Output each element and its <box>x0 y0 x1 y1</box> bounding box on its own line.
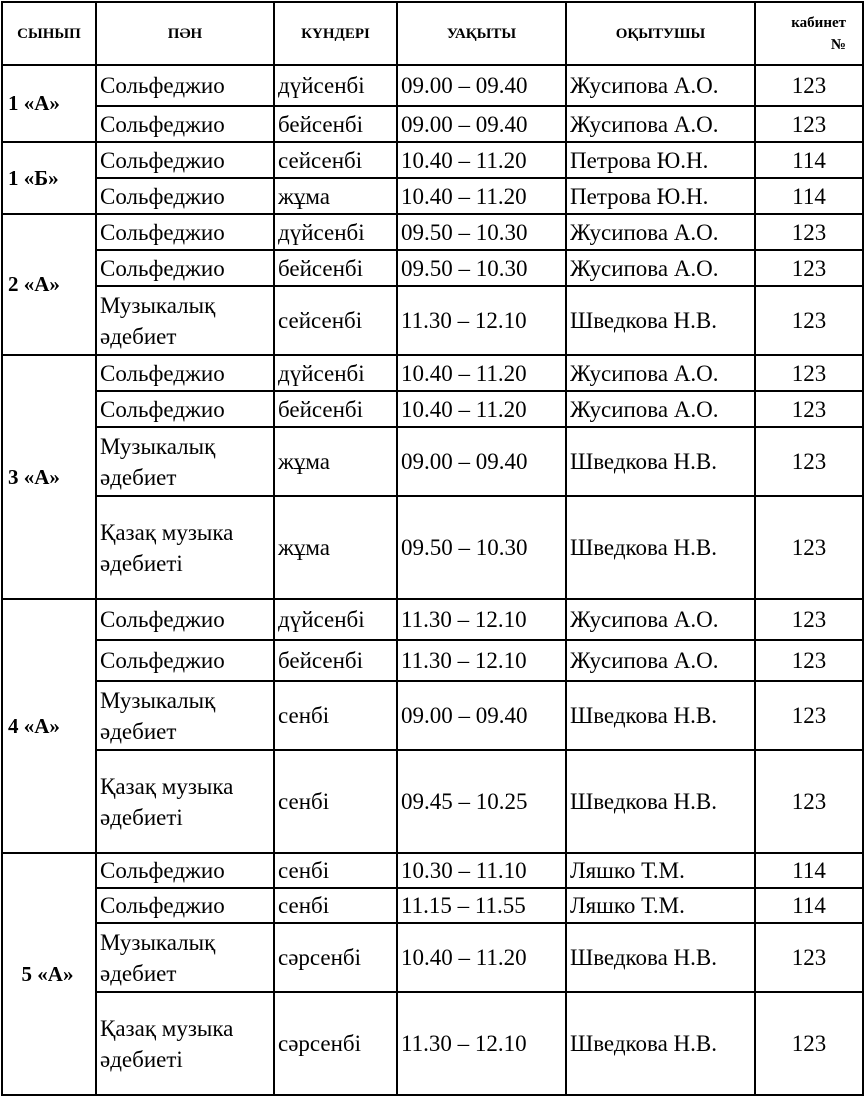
header-room-line1: кабинет <box>791 14 846 31</box>
header-teacher: ОҚЫТУШЫ <box>566 2 755 65</box>
room-cell: 114 <box>755 853 863 888</box>
room-cell: 123 <box>755 599 863 640</box>
time-cell: 09.45 – 10.25 <box>397 750 566 853</box>
table-row <box>2 681 863 750</box>
subject-cell: Сольфеджио <box>96 214 274 250</box>
day-cell: дүйсенбі <box>274 65 397 106</box>
time-cell: 09.50 – 10.30 <box>397 214 566 250</box>
teacher-cell: Шведкова Н.В. <box>566 427 755 496</box>
time-cell: 11.30 – 12.10 <box>397 286 566 355</box>
teacher-cell: Жусипова А.О. <box>566 250 755 286</box>
teacher-cell: Шведкова Н.В. <box>566 750 755 853</box>
day-cell: дүйсенбі <box>274 599 397 640</box>
subject-cell: Қазақ музыка әдебиеті <box>96 992 274 1095</box>
day-cell: сәрсенбі <box>274 992 397 1095</box>
room-cell: 123 <box>755 640 863 681</box>
time-cell: 09.00 – 09.40 <box>397 106 566 142</box>
table-row <box>2 923 863 992</box>
subject-cell: Сольфеджио <box>96 65 274 106</box>
room-cell: 123 <box>755 496 863 599</box>
room-cell: 123 <box>755 65 863 106</box>
time-cell: 09.50 – 10.30 <box>397 250 566 286</box>
teacher-cell: Жусипова А.О. <box>566 391 755 427</box>
class-cell: 4 «А» <box>2 599 96 853</box>
subject-cell: Музыкалық әдебиет <box>96 923 274 992</box>
day-cell: сенбі <box>274 750 397 853</box>
room-cell: 114 <box>755 142 863 178</box>
table-row <box>2 992 863 1095</box>
day-cell: сенбі <box>274 853 397 888</box>
time-cell: 10.30 – 11.10 <box>397 853 566 888</box>
subject-cell: Сольфеджио <box>96 640 274 681</box>
day-cell: жұма <box>274 496 397 599</box>
table-row <box>2 640 863 681</box>
class-cell: 2 «А» <box>2 214 96 355</box>
subject-cell: Сольфеджио <box>96 888 274 923</box>
room-cell: 123 <box>755 391 863 427</box>
header-room <box>755 2 863 65</box>
table-row <box>2 599 863 640</box>
time-cell: 09.00 – 09.40 <box>397 427 566 496</box>
table-row <box>2 250 863 286</box>
day-cell: сенбі <box>274 681 397 750</box>
class-cell: 1 «Б» <box>2 142 96 214</box>
table-row <box>2 214 863 250</box>
header-days: КҮНДЕРІ <box>274 2 397 65</box>
schedule-body <box>2 65 863 1095</box>
table-row <box>2 65 863 106</box>
subject-cell: Қазақ музыка әдебиеті <box>96 496 274 599</box>
time-cell: 11.30 – 12.10 <box>397 992 566 1095</box>
table-row <box>2 286 863 355</box>
class-cell: 3 «А» <box>2 355 96 599</box>
subject-cell: Музыкалық әдебиет <box>96 286 274 355</box>
table-row <box>2 142 863 178</box>
subject-cell: Сольфеджио <box>96 391 274 427</box>
time-cell: 11.30 – 12.10 <box>397 599 566 640</box>
subject-cell: Сольфеджио <box>96 250 274 286</box>
table-row <box>2 106 863 142</box>
subject-cell: Сольфеджио <box>96 106 274 142</box>
class-cell: 1 «А» <box>2 65 96 142</box>
header-time: УАҚЫТЫ <box>397 2 566 65</box>
subject-cell: Сольфеджио <box>96 355 274 391</box>
table-row <box>2 427 863 496</box>
table-row <box>2 355 863 391</box>
room-cell: 123 <box>755 427 863 496</box>
class-cell: 5 «А» <box>2 853 96 1095</box>
subject-cell: Музыкалық әдебиет <box>96 681 274 750</box>
room-cell: 123 <box>755 355 863 391</box>
teacher-cell: Шведкова Н.В. <box>566 923 755 992</box>
teacher-cell: Жусипова А.О. <box>566 65 755 106</box>
subject-cell: Сольфеджио <box>96 142 274 178</box>
time-cell: 11.30 – 12.10 <box>397 640 566 681</box>
teacher-cell: Шведкова Н.В. <box>566 496 755 599</box>
day-cell: сейсенбі <box>274 142 397 178</box>
subject-cell: Қазақ музыка әдебиеті <box>96 750 274 853</box>
day-cell: дүйсенбі <box>274 214 397 250</box>
room-cell: 123 <box>755 106 863 142</box>
time-cell: 10.40 – 11.20 <box>397 923 566 992</box>
room-cell: 114 <box>755 178 863 214</box>
teacher-cell: Ляшко Т.М. <box>566 888 755 923</box>
subject-cell: Сольфеджио <box>96 599 274 640</box>
table-row <box>2 750 863 853</box>
teacher-cell: Жусипова А.О. <box>566 355 755 391</box>
room-cell: 123 <box>755 286 863 355</box>
day-cell: бейсенбі <box>274 106 397 142</box>
day-cell: сенбі <box>274 888 397 923</box>
table-row <box>2 888 863 923</box>
teacher-cell: Жусипова А.О. <box>566 599 755 640</box>
day-cell: сәрсенбі <box>274 923 397 992</box>
header-class: СЫНЫП <box>2 2 96 65</box>
time-cell: 10.40 – 11.20 <box>397 355 566 391</box>
teacher-cell: Шведкова Н.В. <box>566 286 755 355</box>
header-room-line2: № <box>830 36 846 53</box>
room-cell: 123 <box>755 923 863 992</box>
room-cell: 123 <box>755 681 863 750</box>
table-row <box>2 496 863 599</box>
teacher-cell: Петрова Ю.Н. <box>566 178 755 214</box>
teacher-cell: Жусипова А.О. <box>566 640 755 681</box>
day-cell: бейсенбі <box>274 640 397 681</box>
room-cell: 114 <box>755 888 863 923</box>
day-cell: сейсенбі <box>274 286 397 355</box>
table-row <box>2 853 863 888</box>
day-cell: бейсенбі <box>274 250 397 286</box>
day-cell: жұма <box>274 427 397 496</box>
teacher-cell: Шведкова Н.В. <box>566 681 755 750</box>
time-cell: 11.15 – 11.55 <box>397 888 566 923</box>
schedule-table <box>1 1 864 1096</box>
time-cell: 10.40 – 11.20 <box>397 178 566 214</box>
time-cell: 10.40 – 11.20 <box>397 142 566 178</box>
header-subject: ПӘН <box>96 2 274 65</box>
room-cell: 123 <box>755 750 863 853</box>
room-cell: 123 <box>755 992 863 1095</box>
time-cell: 09.00 – 09.40 <box>397 681 566 750</box>
subject-cell: Сольфеджио <box>96 178 274 214</box>
day-cell: жұма <box>274 178 397 214</box>
table-row <box>2 178 863 214</box>
time-cell: 09.00 – 09.40 <box>397 65 566 106</box>
teacher-cell: Жусипова А.О. <box>566 214 755 250</box>
teacher-cell: Ляшко Т.М. <box>566 853 755 888</box>
header-row <box>2 2 863 65</box>
time-cell: 10.40 – 11.20 <box>397 391 566 427</box>
teacher-cell: Петрова Ю.Н. <box>566 142 755 178</box>
subject-cell: Музыкалық әдебиет <box>96 427 274 496</box>
room-cell: 123 <box>755 250 863 286</box>
subject-cell: Сольфеджио <box>96 853 274 888</box>
day-cell: дүйсенбі <box>274 355 397 391</box>
teacher-cell: Жусипова А.О. <box>566 106 755 142</box>
room-cell: 123 <box>755 214 863 250</box>
day-cell: бейсенбі <box>274 391 397 427</box>
teacher-cell: Шведкова Н.В. <box>566 992 755 1095</box>
table-row <box>2 391 863 427</box>
time-cell: 09.50 – 10.30 <box>397 496 566 599</box>
